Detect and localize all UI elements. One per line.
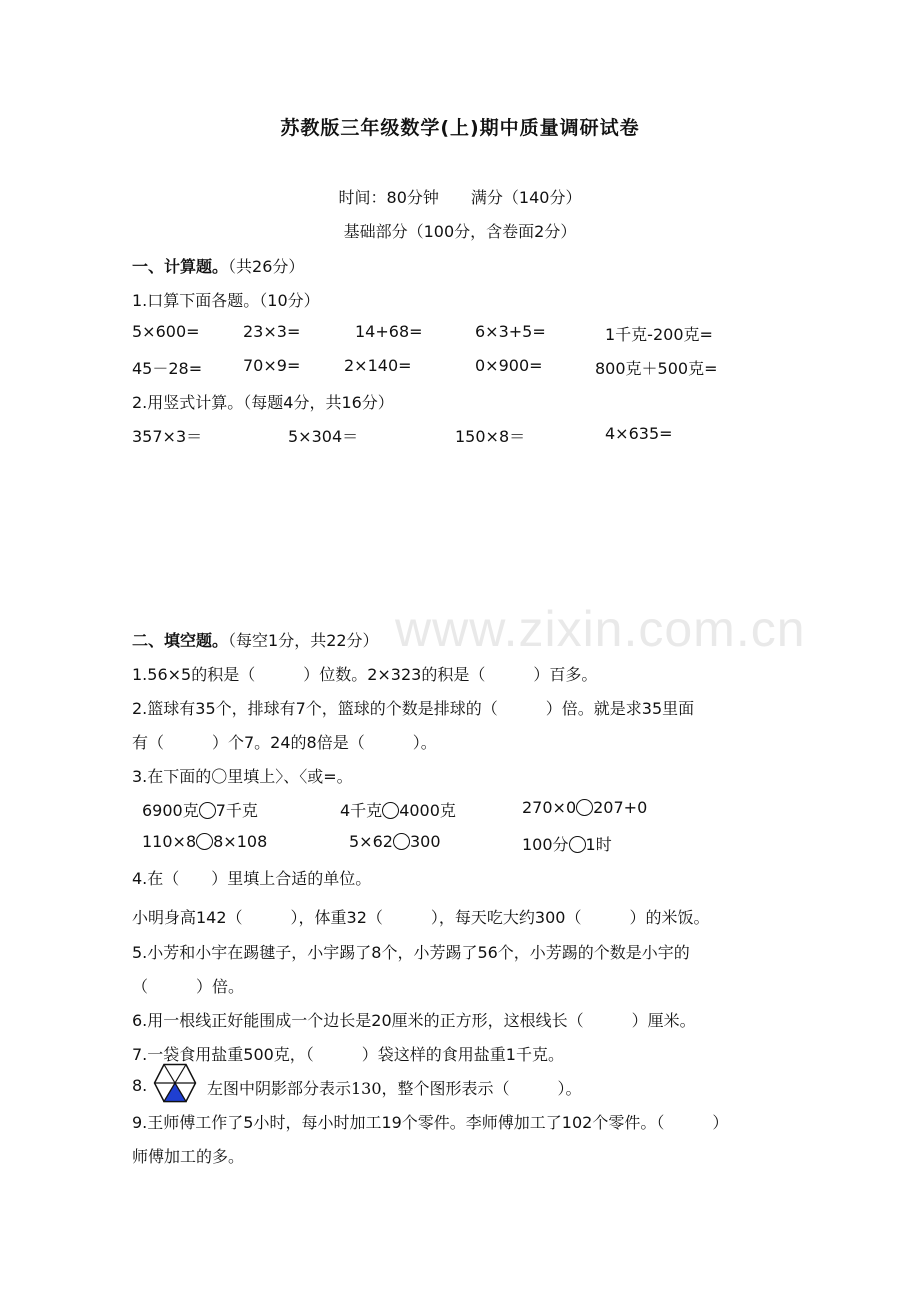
compare-circle-icon[interactable] — [199, 802, 216, 819]
watermark: www.zixin.com.cn — [395, 601, 806, 657]
s2-q3-label: 3.在下面的〇里填上〉、〈或=。 — [132, 767, 353, 786]
s2-q5-line2: （ ）倍。 — [132, 977, 245, 996]
compare-left: 6900克 — [142, 801, 199, 820]
s1-q1-item: 14+68= — [355, 322, 423, 341]
s2-q2-line1: 2.篮球有35个，排球有7个，篮球的个数是排球的（ ）倍。就是求35里面 — [132, 699, 695, 718]
s1-q2-item: 4×635= — [605, 424, 673, 443]
compare-item — [142, 798, 258, 821]
s2-q2-line2: 有（ ）个7。24的8倍是（ ）。 — [132, 733, 437, 752]
s1-q1-item: 0×900= — [475, 356, 543, 375]
compare-left: 4千克 — [340, 801, 383, 820]
s1-q1-item: 5×600= — [132, 322, 200, 341]
compare-right: 207+0 — [593, 798, 648, 817]
s2-q4-label: 4.在（ ）里填上合适的单位。 — [132, 869, 372, 888]
s1-q1-label: 1.口算下面各题。（10分） — [132, 291, 320, 310]
compare-circle-icon[interactable] — [576, 799, 593, 816]
s2-q7: 7.一袋食用盐重500克，（ ）袋这样的食用盐重1千克。 — [132, 1045, 564, 1064]
compare-left: 100分 — [522, 835, 569, 854]
s2-q6: 6.用一根线正好能围成一个边长是20厘米的正方形，这根线长（ ）厘米。 — [132, 1011, 696, 1030]
section2-heading — [132, 628, 379, 651]
s2-q4-line: 小明身高142（ ），体重32（ ），每天吃大约300（ ）的米饭。 — [132, 908, 710, 927]
basic-part-line: 基础部分（100分，含卷面2分） — [343, 222, 577, 241]
s1-q1-item: 23×3= — [243, 322, 301, 341]
compare-right: 4000克 — [399, 801, 456, 820]
s1-q1-item: 2×140= — [344, 356, 412, 375]
s2-q5-line1: 5.小芳和小宇在踢毽子，小宇踢了8个，小芳踢了56个，小芳踢的个数是小宇的 — [132, 943, 690, 962]
page-title: 苏教版三年级数学(上)期中质量调研试卷 — [280, 117, 640, 139]
s1-q1-item: 45－28= — [132, 359, 203, 378]
compare-item — [340, 798, 456, 821]
s1-q2-item: 357×3＝ — [132, 427, 203, 446]
s1-q1-item: 800克＋500克= — [595, 359, 718, 378]
hexagon-figure-icon — [153, 1063, 197, 1103]
compare-circle-icon[interactable] — [569, 836, 586, 853]
compare-left: 110×8 — [142, 832, 197, 851]
section2-note: （每空1分，共22分） — [228, 631, 379, 650]
compare-circle-icon[interactable] — [393, 833, 410, 850]
compare-left: 270×0 — [522, 798, 577, 817]
s1-q1-item: 6×3+5= — [475, 322, 546, 341]
section1-heading — [132, 254, 304, 277]
s2-q9-line1: 9.王师傅工作了5小时，每小时加工19个零件。李师傅加工了102个零件。（ ） — [132, 1113, 729, 1132]
compare-right: 300 — [409, 832, 441, 851]
section1-note: （共26分） — [228, 257, 305, 276]
compare-left: 5×62 — [349, 832, 393, 851]
s2-q8-num: 8. — [132, 1076, 148, 1095]
s2-q9-line2: 师傅加工的多。 — [132, 1147, 245, 1166]
compare-right: 8×108 — [213, 832, 268, 851]
s2-q1: 1.56×5的积是（ ）位数。2×323的积是（ ）百多。 — [132, 665, 598, 684]
section2-title: 二、填空题。 — [132, 631, 229, 650]
compare-right: 1时 — [585, 835, 612, 854]
compare-item — [142, 832, 267, 851]
compare-item — [522, 832, 612, 855]
time-line: 时间：80分钟 满分（140分） — [338, 188, 582, 207]
s1-q2-label: 2.用竖式计算。（每题4分，共16分） — [132, 393, 394, 412]
compare-circle-icon[interactable] — [196, 833, 213, 850]
s1-q1-item: 1千克-200克= — [605, 325, 713, 344]
s2-q8-text: 左图中阴影部分表示130，整个图形表示（ ）。 — [207, 1079, 582, 1098]
section1-title: 一、计算题。 — [132, 257, 229, 276]
s1-q2-item: 5×304＝ — [288, 427, 359, 446]
compare-item — [522, 798, 647, 817]
s1-q2-item: 150×8＝ — [455, 427, 526, 446]
compare-circle-icon[interactable] — [382, 802, 399, 819]
compare-item — [349, 832, 441, 851]
s1-q1-item: 70×9= — [243, 356, 301, 375]
compare-right: 7千克 — [215, 801, 258, 820]
